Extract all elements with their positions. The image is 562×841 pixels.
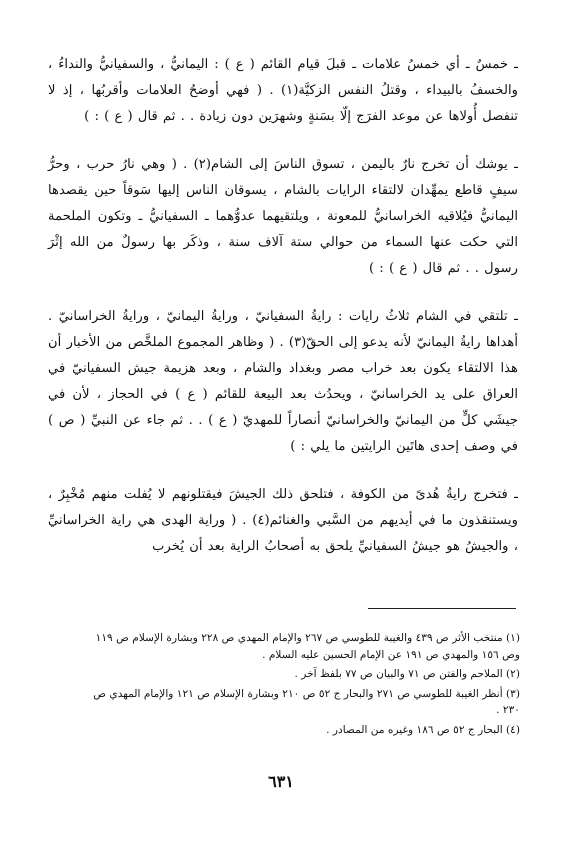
footnote-line: (٢) الملاحم والفتن ص ٧١ والبيان ص ٧٧ بلفظ آخر . [294,668,520,680]
footnote-divider [368,608,516,609]
paragraph-1: ـ خمسٌ ـ أي خمسُ علامات ـ قبلَ قيام القائم ( ع ) : اليمانيُّ ، والسفيانيُّ والنداءُ ، والخسفُ بالبيداء ، وقتلُ النفس الزكيَّة(١) . ( فهي أوضحُ العلامات وأقربُها ، إذ لا تنفصل أُولاها عن موعد الفرَج إلّا بسَنةٍ وشهرَين دون زيادة . . ثم قال ( ع ) : ) [48,57,518,124]
footnote-2 [44,666,520,683]
paragraph-4: ـ فتخرج رايةُ هُدىً من الكوفة ، فتلحق ذلك الجيشَ فيقتلونهم لا يُفلت منهم مُخْبِرٌ ، ويستنقذون ما في أيديهم من السَّبي والغنائم(٤) . ( وراية الهدى هي راية الخراسانيِّ ، والجيشُ هو جيشُ السفيانيِّ يلحق به أصحابُ الراية بعد أن يُخرب [48,487,518,554]
main-text [48,52,518,582]
footnote-line: (١) منتخب الأثر ص ٤٣٩ والغيبة للطوسي ص ٢٦٧ والإمام المهدي ص ٢٢٨ وبشارة الإسلام ص ١١٩ [95,632,520,644]
footnote-line: (٤) البحار ج ٥٢ ص ١٨٦ وغيره من المصادر . [326,723,520,736]
footnote-1 [44,630,520,663]
footnote-line: وص ١٥٦ والمهدي ص ١٩١ عن الإمام الحسين عليه السلام . [262,648,520,661]
paragraph-2: ـ يوشك أن تخرج نارٌ باليمن ، تسوق الناسَ إلى الشام(٢) . ( وهي نارُ حرب ، وحرُّ سيفٍ قاطع يمهِّدان لالتقاء الرايات بالشام ، يسوقان الناس إليها سَوقاً حين يقصدها اليمانيُّ فيُلاقيه الخراسانيُّ للمعونة ، ويلتقيهما عدوُّهما ـ السفيانيُّ ـ وتكون الملحمة التي حكت عنها السماء من حوالي ستة آلاف سنة ، وذكَر بها رسولٌ من الله إثْرَ رسول . . ثم قال ( ع ) : ) [48,157,518,276]
footnote-3 [44,686,520,719]
paragraph-3: ـ تلتقي في الشام ثلاثُ رايات : رايةُ السفيانيّ ، ورايةُ اليمانيّ ، ورايةُ الخراسانيّ . أهداها رايةُ اليمانيّ لأنه يدعو إلى الحقّ(٣) . ( وظاهر المجموع الملخَّص من الأخبار أن هذا الالتقاء يكون بعد خراب مصر وبغداد والشام ، وبعد هزيمة جيش السفيانيّ في العراق على يد الخراسانيّ ، ويحدُث بعد البيعة للقائم ( ع ) في الحجاز ، لأن في جيشَي كلٍّ من اليمانيّ والخراسانيّ أنصاراً للمهديّ ( ع ) . . ثم جاء عن النبيِّ ( ص ) في وصف إحدى هاتَين الرايتين ما يلي : ) [48,309,518,454]
page-number: ٦٣١ [268,772,294,791]
footnotes [44,630,520,741]
footnote-4 [44,722,520,739]
footnote-line: (٣) أنظر الغيبة للطوسي ص ٢٧١ والبحار ج ٥٢ ص ٢١٠ وبشارة الإسلام ص ١٢١ والإمام المهدي ص [93,687,520,700]
footnote-line: ٢٣٠ . [496,704,520,716]
